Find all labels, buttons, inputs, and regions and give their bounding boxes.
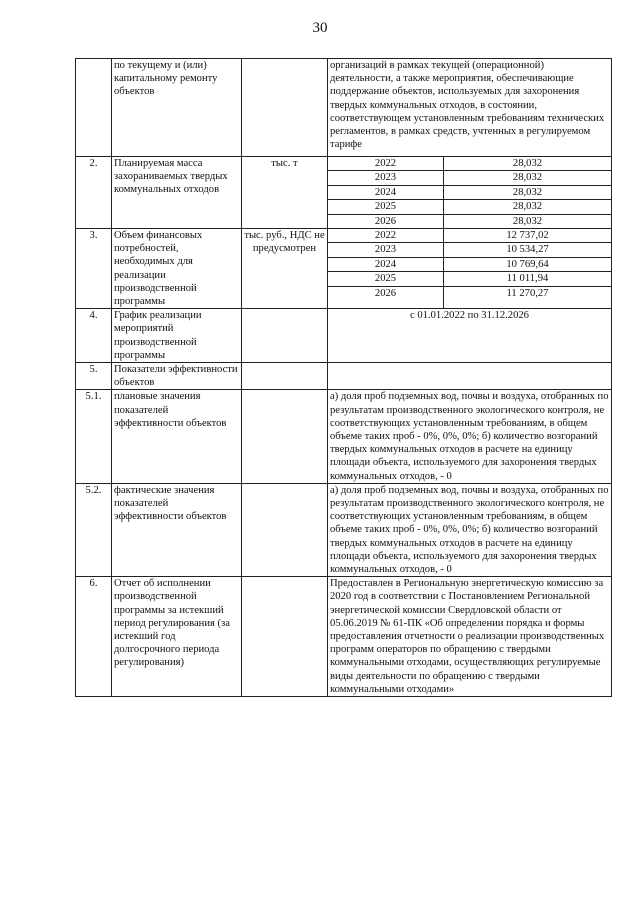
row-number: 5. xyxy=(76,362,112,389)
row-content: а) доля проб подземных вод, почвы и воздуха, отобранных по результатам производственного экологического контроля, не соответствующих установленным требованиям, в общем объеме таких проб - 0%, 0%, 0%; б) количество возгораний твердых коммунальных отходов в расчете на единицу площади объекта, используемого для захоронения твердых коммунальных отходов, - 0 xyxy=(328,483,612,576)
row-number: 4. xyxy=(76,309,112,363)
value-cell: 28,032 xyxy=(444,200,611,214)
row-number xyxy=(76,59,112,157)
row-unit xyxy=(242,362,328,389)
row-unit xyxy=(242,59,328,157)
table-row-planned-indicators xyxy=(76,390,612,483)
value-cell: 12 737,02 xyxy=(444,229,611,243)
row-label: фактические значения показателей эффективности объектов xyxy=(112,483,242,576)
value-cell: 28,032 xyxy=(444,171,611,185)
row-number: 6. xyxy=(76,577,112,697)
page-number: 30 xyxy=(312,20,328,36)
row-unit xyxy=(242,309,328,363)
row-content: с 01.01.2022 по 31.12.2026 xyxy=(328,309,612,363)
table-row-schedule xyxy=(76,309,612,363)
year-cell: 2025 xyxy=(328,272,443,286)
year-cell: 2025 xyxy=(328,200,443,214)
year-cell: 2026 xyxy=(374,287,397,299)
row-number: 3. xyxy=(76,228,112,308)
row-number: 5.1. xyxy=(76,390,112,483)
year-cell: 2024 xyxy=(328,186,443,200)
row-label: Планируемая масса захораниваемых твердых коммунальных отходов xyxy=(112,157,242,229)
row-unit: тыс. т xyxy=(242,157,328,229)
row-unit xyxy=(242,577,328,697)
row-label: Показатели эффективности объектов xyxy=(112,362,242,389)
row-content: организаций в рамках текущей (операционной) деятельности, а также мероприятия, обеспечивающие поддержание объектов, используемых для захоронения твердых коммунальных отходов, в состоянии, соответствующем установленным требованиям технических регламентов, в рамках средств, учтенных в регулируемом тарифе xyxy=(328,59,612,157)
value-cell: 28,032 xyxy=(444,186,611,200)
year-cell: 2023 xyxy=(328,243,443,257)
table-row-report xyxy=(76,577,612,697)
row-content: а) доля проб подземных вод, почвы и воздуха, отобранных по результатам производственного экологического контроля, не соответствующих установленным требованиям, в общем объеме таких проб - 0%, 0%, 0%; б) количество возгораний твердых коммунальных отходов в расчете на единицу площади объекта, используемого для захоронения твердых коммунальных отходов, - 0 xyxy=(328,390,612,483)
value-cell: 10 534,27 xyxy=(444,243,611,257)
year-cell: 2026 xyxy=(374,215,397,227)
row-number: 5.2. xyxy=(76,483,112,576)
year-cell: 2024 xyxy=(328,258,443,272)
value-cell: 10 769,64 xyxy=(444,258,611,272)
value-cell: 28,032 xyxy=(444,157,611,171)
row-label: График реализации мероприятий производственной программы xyxy=(112,309,242,363)
row-unit xyxy=(242,390,328,483)
table-row-indicators xyxy=(76,362,612,389)
years-column xyxy=(328,228,444,308)
row-label: Отчет об исполнении производственной программы за истекший период регулирования (за истекший год долгосрочного периода регулирования) xyxy=(112,577,242,697)
table-row-financial-needs xyxy=(76,228,612,308)
values-column xyxy=(444,157,612,229)
row-label: по текущему и (или) капитальному ремонту объектов xyxy=(112,59,242,157)
row-content: Предоставлен в Региональную энергетическую комиссию за 2020 год в соответствии с Постановлением Региональной энергетической комиссии Свердловской области от 05.06.2019 № 61-ПК «Об определении порядка и формы предоставления отчетности о реализации производственных программ операторов по обращению с твердыми коммунальными отходами, осуществляющих регулируемые виды деятельности по обращению с твердыми коммунальными отходами» xyxy=(328,577,612,697)
row-number: 2. xyxy=(76,157,112,229)
row-unit xyxy=(242,483,328,576)
value-cell: 11 011,94 xyxy=(444,272,611,286)
year-cell: 2023 xyxy=(328,171,443,185)
table-row-actual-indicators xyxy=(76,483,612,576)
value-cell: 11 270,27 xyxy=(506,287,549,299)
row-content xyxy=(328,362,612,389)
row-label: Объем финансовых потребностей, необходимых для реализации производственной программы xyxy=(112,228,242,308)
value-cell: 28,032 xyxy=(512,215,543,227)
program-table xyxy=(75,58,612,697)
table-row-planned-mass xyxy=(76,157,612,229)
values-column xyxy=(444,228,612,308)
year-cell: 2022 xyxy=(328,157,443,171)
table-row-continuation xyxy=(76,59,612,157)
row-label: плановые значения показателей эффективности объектов xyxy=(112,390,242,483)
year-cell: 2022 xyxy=(328,229,443,243)
row-unit: тыс. руб., НДС не предусмотрен xyxy=(242,228,328,308)
years-column xyxy=(328,157,444,229)
